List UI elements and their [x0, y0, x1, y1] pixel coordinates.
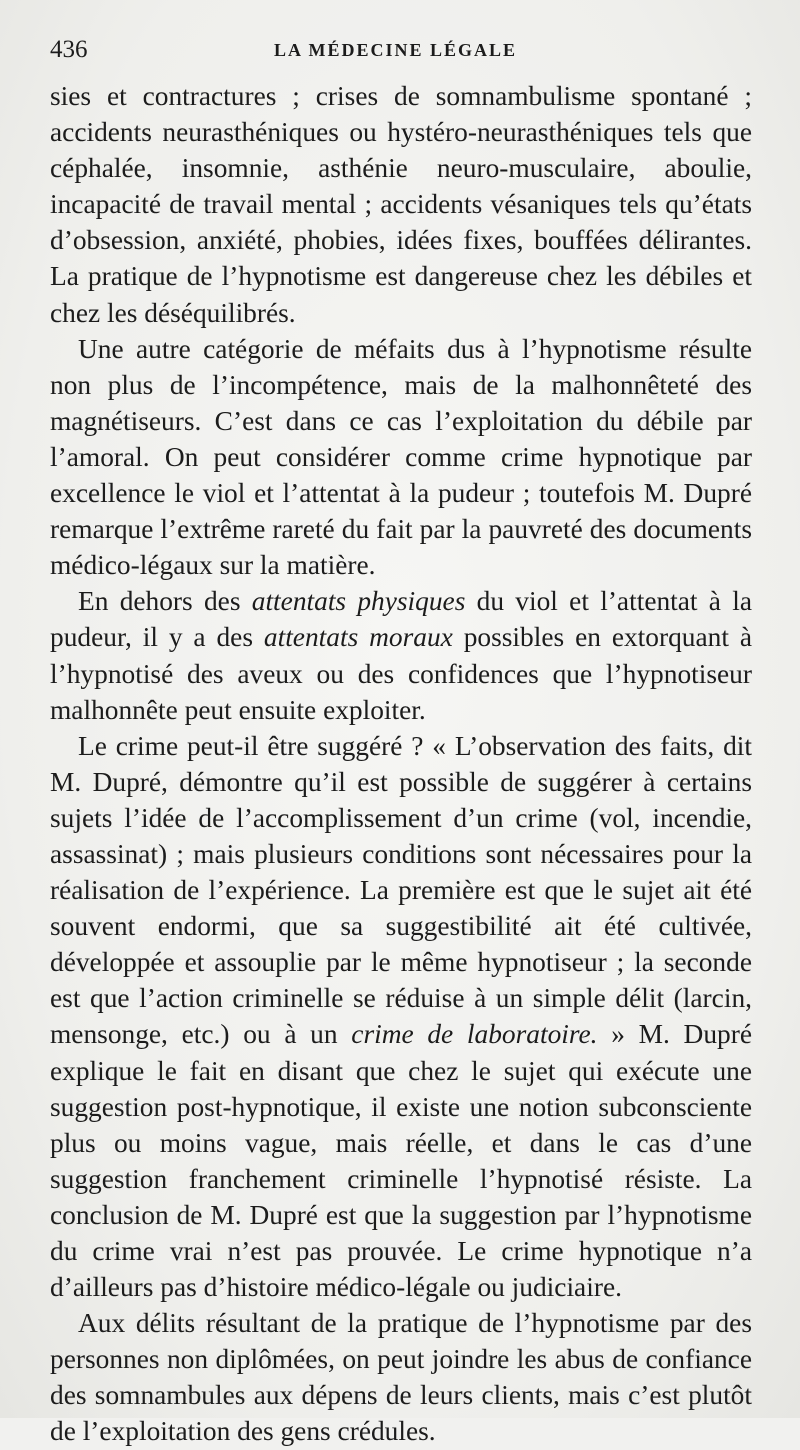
paragraph-4-text-b: » M. Dupré explique le fait en disant que chez le sujet qui exécute une suggestion post-hypnotique, il existe une notion subconsciente plus ou moins vague, mais réelle, et dans le cas d’une suggestion franchement criminelle l’hypnotisé résiste. La conclusion de M. Dupré est que la suggestion par l’hypnotisme du crime vrai n’est pas prouvée. Le crime hypnotique n’a d’ailleurs pas d’histoire médico-légale ou judiciaire. — [50, 1019, 752, 1303]
paragraph-4 — [50, 728, 752, 1306]
paragraph-3-text-a: En dehors des — [78, 586, 252, 617]
running-head — [50, 32, 752, 78]
paragraph-1-text: sies et contractures ; crises de somnambulisme spontané ; accidents neurasthéniques ou hystéro-neurasthéniques tels que céphalée, insomnie, asthénie neuro-musculaire, aboulie, incapacité de travail mental ; accidents vésaniques tels qu’états d’obsession, anxiété, phobies, idées fixes, bouffées délirantes. La pratique de l’hypnotisme est dangereuse chez les débiles et chez les déséquilibrés. — [50, 81, 752, 328]
paragraph-2 — [50, 331, 752, 584]
paragraph-1 — [50, 78, 752, 331]
running-title: LA MÉDECINE LÉGALE — [274, 40, 518, 60]
page-number: 436 — [50, 36, 88, 63]
paragraph-2-text: Une autre catégorie de méfaits dus à l’hypnotisme résulte non plus de l’incompétence, mais de la malhonnêteté des magnétiseurs. C’est dans ce cas l’exploitation du débile par l’amoral. On peut considérer comme crime hypnotique par excellence le viol et l’attentat à la pudeur ; toutefois M. Dupré remarque l’extrême rareté du fait par la pauvreté des documents médico-légaux sur la matière. — [50, 333, 752, 581]
paragraph-3-italic-a: attentats physiques — [251, 586, 466, 617]
paragraph-5 — [50, 1305, 752, 1449]
paragraph-5-text: Aux délits résultant de la pratique de l’hypnotisme par des personnes non diplômées, on peut joindre les abus de confiance des somnambules aux dépens de leurs clients, mais c’est plutôt de l’exploitation des gens crédules. — [50, 1308, 752, 1447]
body-text — [50, 78, 752, 1450]
paragraph-4-text-a: Le crime peut-il être suggéré ? « L’observation des faits, dit M. Dupré, démontre qu’il est possible de suggérer à certains sujets l’idée de l’accomplissement d’un crime (vol, incendie, assassinat) ; mais plusieurs conditions sont nécessaires pour la réalisation de l’expérience. La première est que le sujet ait été souvent endormi, que sa suggestibilité ait été cultivée, développée et assouplie par le même hypnotiseur ; la seconde est que l’action criminelle se réduise à un simple délit (larcin, mensonge, etc.) ou à un — [50, 730, 752, 1050]
paragraph-3-text-c: possibles en extorquant à l’hypnotisé des aveux ou des confidences que l’hypnotiseur malhonnête peut ensuite exploiter. — [50, 622, 753, 725]
paragraph-3-text-b: du viol et l’attentat à la pudeur, il y a des — [50, 586, 752, 653]
paragraph-4-italic: crime de laboratoire. — [351, 1019, 598, 1050]
paragraph-3 — [50, 583, 752, 727]
paragraph-3-italic-b: attentats moraux — [263, 622, 453, 653]
